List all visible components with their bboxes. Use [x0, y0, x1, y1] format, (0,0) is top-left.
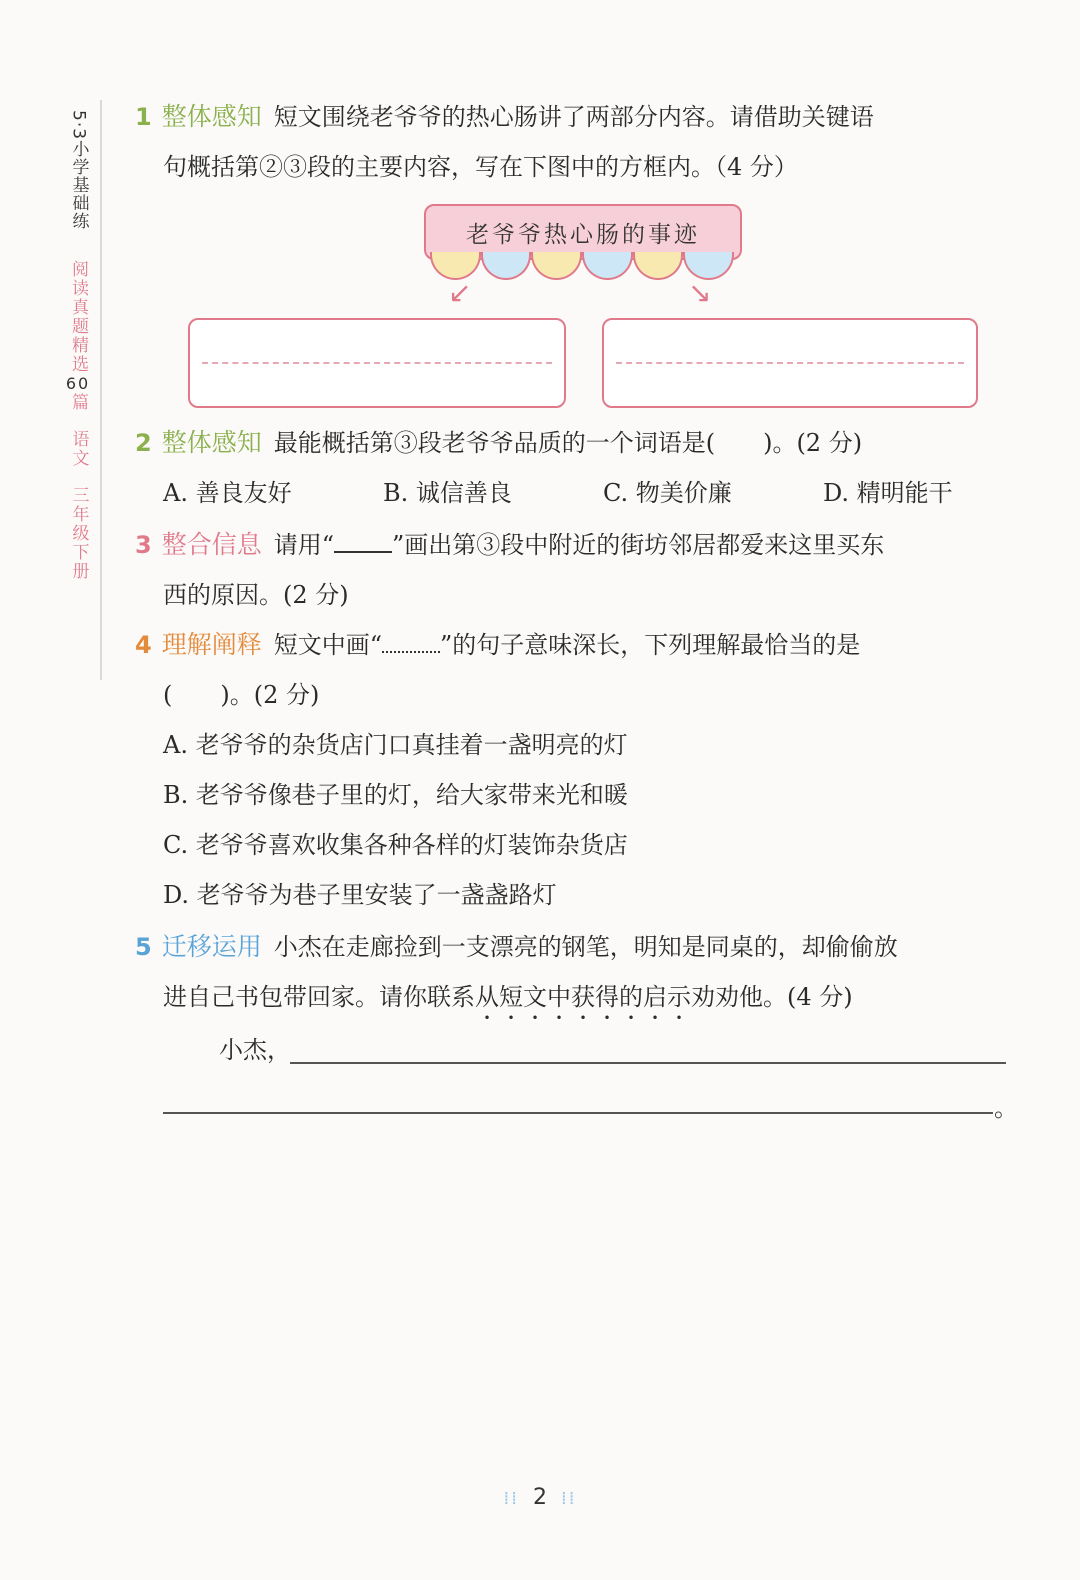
text-b: 劝劝他。(4 分) [691, 983, 853, 1011]
question-tag: 整体感知 [161, 428, 262, 457]
answer-box-right[interactable] [602, 318, 978, 408]
question-text-line2: 西的原因。(2 分) [163, 581, 349, 609]
question-text-line2 [135, 972, 1015, 1025]
arrow-left-icon: ↙ [448, 276, 472, 309]
page-number-text: 2 [533, 1485, 547, 1510]
option-d[interactable]: D. 精明能干 [823, 479, 953, 507]
question-text-a: 请用“ [273, 531, 334, 559]
spine-divider [100, 100, 102, 680]
end-mark: 。 [994, 1094, 1018, 1122]
spine-brand: 5·3小学基础练 [68, 110, 89, 231]
answer-line-1[interactable] [290, 1062, 1006, 1064]
page-deco-right-icon: ⁞⁞ [561, 1488, 577, 1509]
option-b[interactable]: B. 诚信善良 [383, 479, 512, 507]
question-number: 4 [135, 631, 152, 659]
answer-prefix: 小杰， [219, 1036, 291, 1064]
scallop [582, 252, 633, 280]
question-2 [135, 418, 1015, 518]
question-text-line2: ( )。(2 分) [163, 681, 320, 709]
question-number: 3 [135, 531, 152, 559]
spine-series-b: 篇 [67, 393, 88, 413]
question-text-b: ”的句子意味深长，下列理解最恰当的是 [440, 631, 861, 659]
page-deco-left-icon: ⁞⁞ [503, 1488, 519, 1509]
question-4 [135, 620, 1015, 920]
question-text-a: 短文中画“ [273, 631, 382, 659]
answer-box-left[interactable] [188, 318, 566, 408]
spine-series-num: 60 [65, 374, 91, 394]
question-tag: 理解阐释 [161, 630, 262, 659]
scallop [531, 252, 582, 280]
option-c[interactable]: C. 物美价廉 [603, 479, 732, 507]
spine-series-a: 阅读真题精选 [67, 260, 88, 375]
scallop [633, 252, 684, 280]
option-a[interactable]: A. 善良友好 [163, 479, 292, 507]
answer-line-2[interactable] [163, 1112, 993, 1114]
dashed-line [616, 362, 964, 364]
question-tag: 整合信息 [161, 530, 262, 559]
question-text-line2: 句概括第②③段的主要内容，写在下图中的方框内。（4 分） [163, 153, 798, 181]
emphasized-text: 从短文中获得的启示 [475, 983, 691, 1011]
book-spine [60, 110, 96, 581]
text-a: 进自己书包带回家。请你联系 [163, 983, 475, 1011]
spine-grade: 三年级下册 [68, 486, 89, 582]
question-3 [135, 520, 1015, 620]
question-text-b: ”画出第③段中附近的街坊邻居都爱来这里买东 [392, 531, 885, 559]
arrow-right-icon: ↘ [688, 276, 712, 309]
question-number: 5 [135, 933, 152, 961]
question-tag: 整体感知 [161, 102, 262, 131]
option-list [135, 468, 1015, 518]
question-tag: 迁移运用 [161, 932, 262, 961]
page-number [0, 1485, 1080, 1510]
option-d[interactable]: D. 老爷爷为巷子里安装了一盏盏路灯 [163, 881, 557, 909]
question-text: 小杰在走廊捡到一支漂亮的钢笔，明知是同桌的，却偷偷放 [273, 933, 898, 961]
dashed-line [202, 362, 552, 364]
option-c[interactable]: C. 老爷爷喜欢收集各种各样的灯装饰杂货店 [163, 831, 628, 859]
option-b[interactable]: B. 老爷爷像巷子里的灯，给大家带来光和暖 [163, 781, 628, 809]
spine-series [66, 260, 90, 412]
question-1 [135, 92, 1015, 192]
question-text: 最能概括第③段老爷爷品质的一个词语是( )。(2 分) [273, 429, 863, 457]
underline-sample [334, 533, 392, 553]
wavy-underline-sample [382, 633, 440, 653]
diagram-banner: 老爷爷热心肠的事迹 [424, 204, 742, 260]
spine-subject: 语文 [68, 430, 89, 469]
question-number: 1 [135, 103, 152, 131]
option-a[interactable]: A. 老爷爷的杂货店门口真挂着一盏明亮的灯 [163, 731, 628, 759]
question-text: 短文围绕老爷爷的热心肠讲了两部分内容。请借助关键语 [273, 103, 874, 131]
question-5 [135, 922, 1015, 1075]
scallop [481, 252, 532, 280]
question-number: 2 [135, 429, 152, 457]
